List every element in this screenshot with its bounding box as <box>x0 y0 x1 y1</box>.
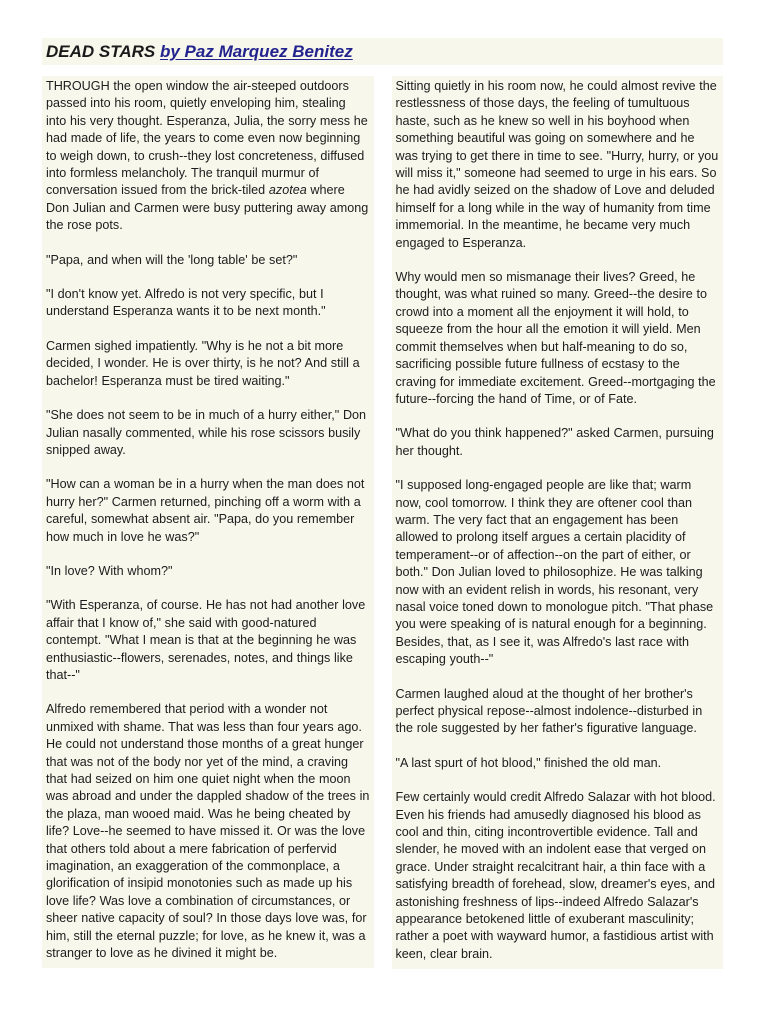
left-text-column <box>42 76 374 968</box>
paragraph: Alfredo remembered that period with a wonder not unmixed with shame. That was less than four years ago. He could not understand those months of a great hunger that was not of the body nor yet of the mind, a craving that had seized on him one quiet night when the moon was abroad and under the dappled shadow of the trees in the plaza, man wooed maid. Was he being cheated by life? Love--he seemed to have missed it. Or was the love that others told about a mere fabrication of perfervid imagination, an exaggeration of the commonplace, a glorification of insipid monotonies such as made up his love life? Was love a combination of circumstances, or sheer native capacity of soul? In those days love was, for him, still the eternal puzzle; for love, as he knew it, was a stranger to love as he divined it might be. <box>46 702 370 961</box>
paragraph: "A last spurt of hot blood," finished the old man. <box>395 755 662 770</box>
title-story-name: DEAD STARS <box>46 42 160 61</box>
paragraph: "What do you think happened?" asked Carmen, pursuing her thought. <box>395 426 714 458</box>
document-title-band <box>42 38 723 65</box>
title-author-link[interactable]: by Paz Marquez Benitez <box>159 42 353 61</box>
paragraph: THROUGH the open window the air-steeped outdoors passed into his room, quietly enveloping him, stealing into his very thought. Esperanza, Julia, the sorry mess he had made of life, the years to come even now beginning to weigh down, to crush--they lost concreteness, diffused into formless melancholy. The tranquil murmur of conversation issued from the brick-tiled azotea where Don Julian and Carmen were busy puttering away among the rose pots. <box>46 79 369 233</box>
paragraph: "How can a woman be in a hurry when the man does not hurry her?" Carmen returned, pinching off a worm with a careful, somewhat absent air. "Papa, do you remember how much in love he was?" <box>46 477 365 544</box>
emphasized-text: azotea <box>268 183 307 198</box>
paragraph: Carmen sighed impatiently. "Why is he not a bit more decided, I wonder. He is over thirty, is he not? And still a bachelor! Esperanza must be tired waiting." <box>46 338 360 388</box>
paragraph: Carmen laughed aloud at the thought of her brother's perfect physical repose--almost indolence--disturbed in the role suggested by her father's figurative language. <box>395 686 703 736</box>
paragraph: Few certainly would credit Alfredo Salazar with hot blood. Even his friends had amusedly diagnosed his blood as cool and thin, citing incontrovertible evidence. Tall and slender, he moved with an indolent ease that verged on grace. Under straight recalcitrant hair, a thin face with a satisfying breadth of forehead, slow, dreamer's eyes, and astonishing freshness of lips--indeed Alfredo Salazar's appearance betokened little of exuberant masculinity; rather a poet with wayward humor, a fastidious artist with keen, clear brain. <box>395 790 716 961</box>
paragraph: "I don't know yet. Alfredo is not very specific, but I understand Esperanza wants it to be next month." <box>46 287 326 319</box>
paragraph: Why would men so mismanage their lives? Greed, he thought, was what ruined so many. Greed--the desire to crowd into a moment all the enjoyment it will hold, to squeeze from the hour all the emotion it will yield. Men commit themselves when but half-meaning to do so, sacrificing possible future fullness of ecstasy to the craving for immediate excitement. Greed--mortgaging the future--forcing the hand of Time, or of Fate. <box>395 270 716 406</box>
paragraph: "In love? With whom?" <box>46 563 173 578</box>
page-title <box>46 41 353 62</box>
paragraph: "I supposed long-engaged people are like that; warm now, cool tomorrow. I think they are oftener cool than warm. The very fact that an engagement has been allowed to prolong itself argues a certain placidity of temperament--or of affection--on the part of either, or both." Don Julian loved to philosophize. He was talking now with an evident relish in words, his resonant, very nasal voice toned down to monologue pitch. "That phase you were speaking of is natural enough for a beginning. Besides, that, as I see it, was Alfredo's last race with escaping youth--" <box>395 478 714 667</box>
paragraph: "With Esperanza, of course. He has not had another love affair that I know of," she said with good-natured contempt. "What I mean is that at the beginning he was enthusiastic--flowers, serenades, notes, and things like that--" <box>46 598 366 682</box>
paragraph: Sitting quietly in his room now, he could almost revive the restlessness of those days, the feeling of tumultuous haste, such as he knew so well in his boyhood when something beautiful was going on somewhere and he was trying to get there in time to see. "Hurry, hurry, or you will miss it," someone had seemed to urge in his ears. So he had avidly seized on the shadow of Love and deluded himself for a long while in the way of humanity from time immemorial. In the meantime, he became very much engaged to Esperanza. <box>395 79 719 250</box>
paragraph: "She does not seem to be in much of a hurry either," Don Julian nasally commented, while his rose scissors busily snipped away. <box>46 408 367 457</box>
text-columns <box>42 76 723 969</box>
right-text-column <box>392 76 724 969</box>
paragraph: "Papa, and when will the 'long table' be set?" <box>46 252 298 267</box>
